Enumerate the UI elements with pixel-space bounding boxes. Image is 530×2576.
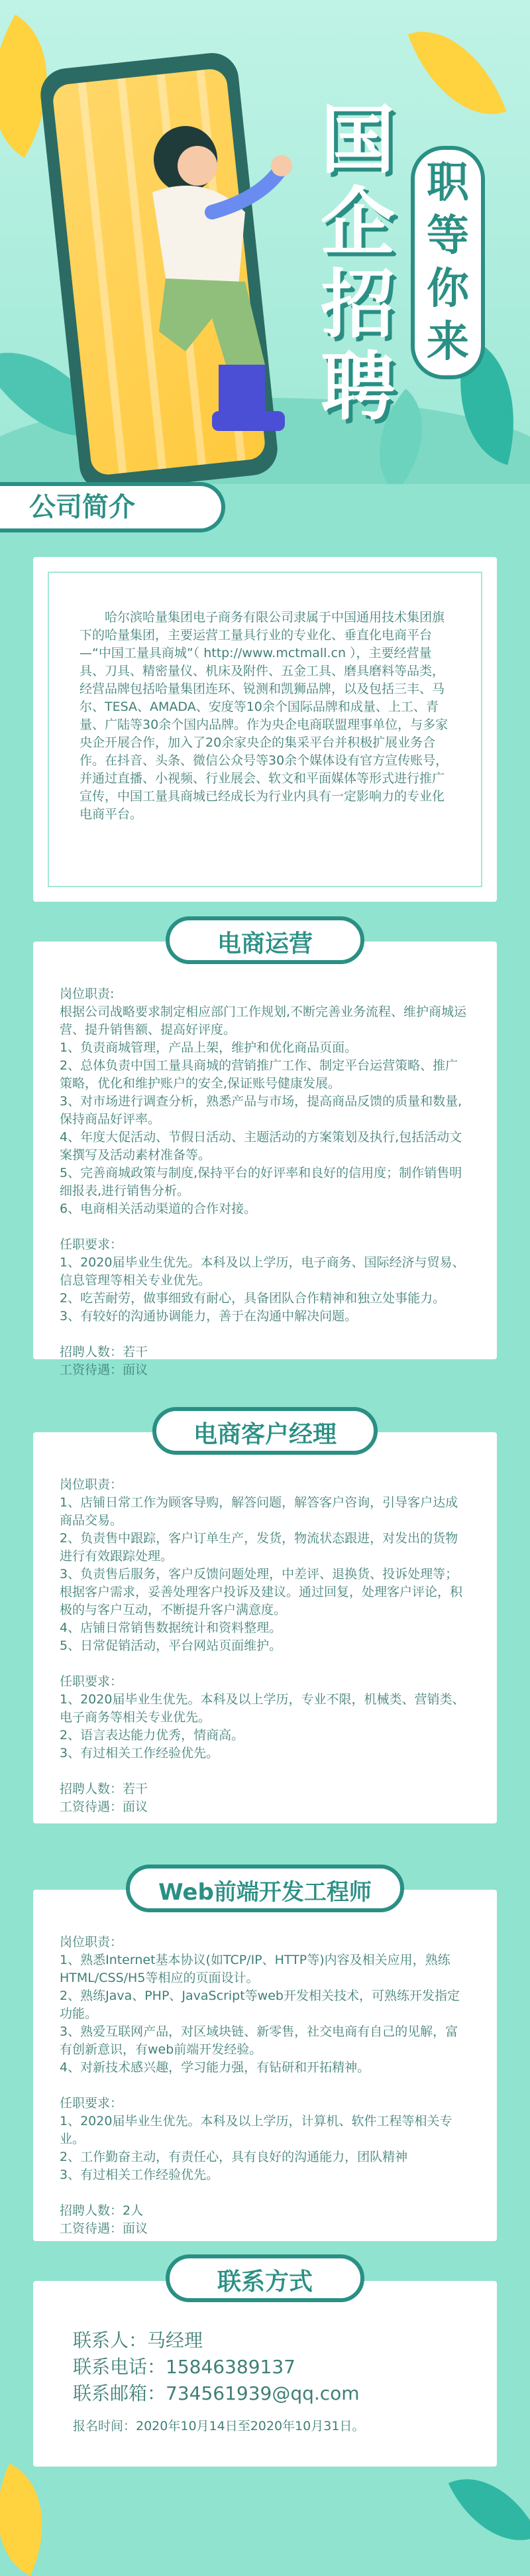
hero-banner xyxy=(0,0,530,484)
company-heading: 公司简介 xyxy=(0,482,225,532)
job-description: 岗位职责： 1、店铺日常工作为顾客导购，解答问题，解答客户咨询，引导客户达成商品交易。 2、负责售中跟踪，客户订单生产，发货，物流状态跟进，对发出的货物进行有效跟踪处理。 3、负责售后服务，客户反馈问题处理，中差评、退换货、投诉处理等；根据客户需求，妥善处理客户投诉及建议。通过回复，处理客户评论，积极的与客户互动，不断提升客户满意度。 4、店铺日常销售数据统计和资料整理。 5、日常促销活动，平台网站页面维护。 任职要求： 1、2020届毕业生优先。本科及以上学历，专业不限，机械类、营销类、电子商务等相关专业优先。 2、语言表达能力优秀，情商高。 3、有过相关工作经验优先。 招聘人数：若干 工资待遇：面议 xyxy=(60,1477,465,1814)
job-title: 电商客户经理 xyxy=(152,1407,378,1455)
job-card xyxy=(33,1890,497,2241)
hero-title-char: 招 xyxy=(321,262,395,348)
contact-card xyxy=(33,2281,497,2467)
hero-slogan-char: 职 xyxy=(427,158,469,208)
job-title: 电商运营 xyxy=(166,916,364,964)
leaf-decoration xyxy=(0,2463,70,2575)
hero-title-char: 企 xyxy=(321,180,395,266)
company-card xyxy=(33,557,497,902)
job-card xyxy=(33,1432,497,1823)
contact-email: 联系邮箱：734561939@qq.com xyxy=(73,2382,360,2404)
hero-slogan-char: 等 xyxy=(427,212,469,261)
job-card xyxy=(33,942,497,1377)
job-description: 岗位职责： 1、熟悉Internet基本协议(如TCP/IP、HTTP等)内容及相关应用，熟练HTML/CSS/H5等相应的页面设计。 2、熟练Java、PHP、JavaScript等web开发相关技术，可熟练开发指定功能。 3、熟爱互联网产品，对区域块链、新零售，社交电商有自己的见解，富有创新意识，有web前端开发经验。 4、对新技术感兴趣，学习能力强，有钻研和开拓精神。 任职要求： 1、2020届毕业生优先。本科及以上学历，计算机、软件工程等相关专业。 2、工作勤奋主动，有责任心，具有良好的沟通能力，团队精神 3、有过相关工作经验优先。 招聘人数：2人 工资待遇：面议 xyxy=(60,1935,460,2236)
contact-heading: 联系方式 xyxy=(166,2254,364,2302)
job-title: Web前端开发工程师 xyxy=(126,1865,404,1912)
registration-deadline: 报名时间：2020年10月14日至2020年10月31日。 xyxy=(73,2419,365,2433)
contact-phone: 联系电话：15846389137 xyxy=(73,2356,295,2378)
contact-person: 联系人：马经理 xyxy=(73,2329,203,2351)
leaf-decoration xyxy=(408,12,507,135)
job-description: 岗位职责: 根据公司战略要求制定相应部门工作规划,不断完善业务流程、维护商城运营、提升销售额、提高好评度。 1、负责商城管理，产品上架，维护和优化商品页面。 2、总体负责中国工量具商城的营销推广工作、制定平台运营策略、推广策略，优化和维护账户的安全,保证账号健康发展。 3、对市场进行调查分析，熟悉产品与市场，提高商品反馈的质量和数量,保持商品好评率。 4、年度大促活动、节假日活动、主题活动的方案策划及执行,包括活动文案撰写及活动素材准备等。 5、完善商城政策与制度,保持平台的好评率和良好的信用度；制作销售明细报表,进行销售分析。 6、电商相关活动渠道的合作对接。 任职要求： 1、2020届毕业生优先。本科及以上学历，电子商务、国际经济与贸易、信息管理等相关专业优先。 2、吃苦耐劳，做事细致有耐心，具备团队合作精神和独立处事能力。 3、有较好的沟通协调能力，善于在沟通中解决问题。 招聘人数：若干 工资待遇：面议 xyxy=(60,987,467,1377)
hero-slogan-char: 你 xyxy=(427,265,469,314)
person-illustration xyxy=(113,99,311,444)
hero-slogan-char: 来 xyxy=(427,318,469,367)
hero-title xyxy=(311,99,404,428)
hero-slogan xyxy=(411,146,485,379)
company-description: 哈尔滨哈量集团电子商务有限公司隶属于中国通用技术集团旗下的哈量集团，主要运营工量具行业的专业化、垂直化电商平台—“中国工量具商城”（ http://www.mctmall.cn ），主要经营量具、刀具、精密量仪、机床及附件、五金工具、磨具磨料等品类，经营品牌包括哈量集团连环、锐测和凯狮品牌，以及包括三丰、马尔、TESA、AMADA、安度等10余个国际品牌和成量、上工、青量、广陆等30余个国内品牌。作为央企电商联盟理事单位，与多家央企开展合作，加入了20余家央企的集采平台并积极扩展业务合作。在抖音、头条、微信公众号等30余个媒体设有官方宣传账号，并通过直播、小视频、行业展会、软文和平面媒体等形式进行推广宣传，中国工量具商城已经成长为行业内具有一定影响力的专业化电商平台。 xyxy=(80,610,449,822)
hero-title-char: 国 xyxy=(321,97,395,184)
leaf-decoration xyxy=(449,2458,530,2561)
hero-title-char: 聘 xyxy=(321,344,395,430)
